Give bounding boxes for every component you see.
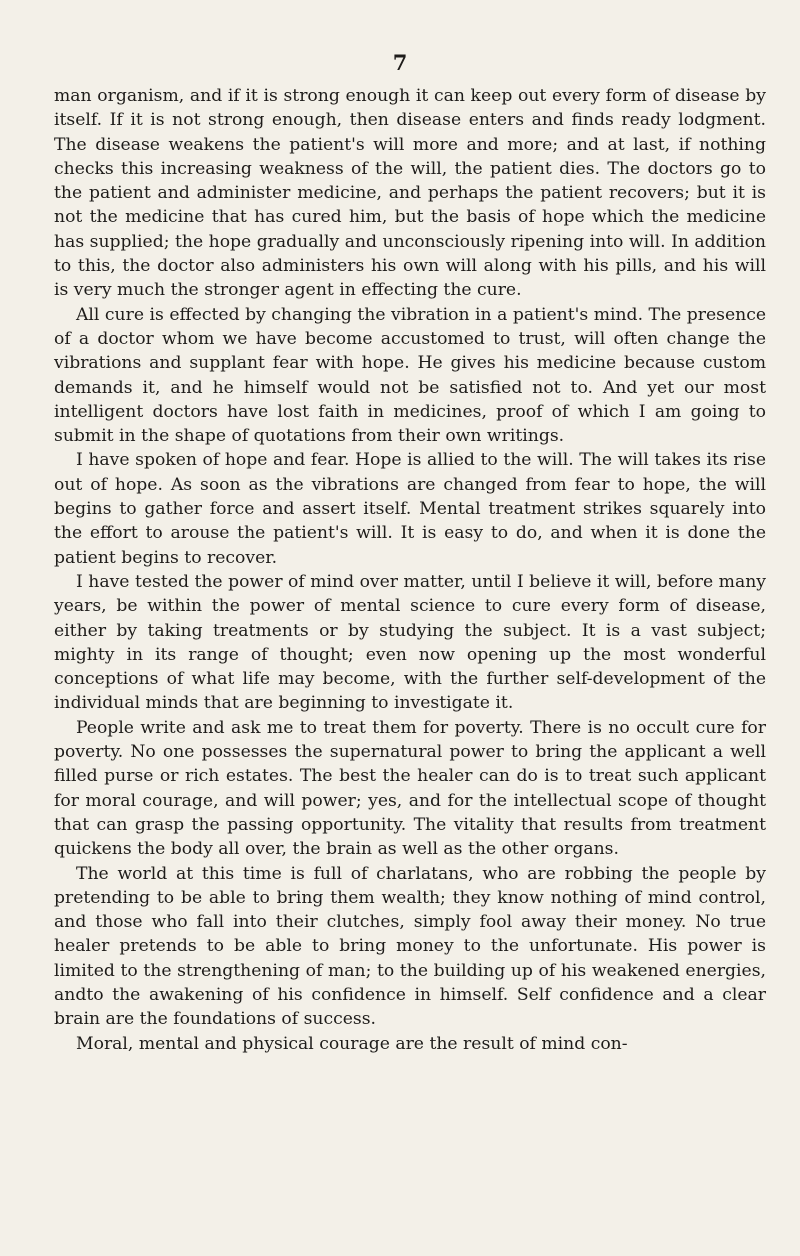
paragraph-6: The world at this time is full of charlatans, who are robbing the people by pretending to be able to bring them wealth; they know nothing of mind control, and those who fall into their clutches, simply fool away their money. No true healer pretends to be able to bring money to the unfortunate. His power is limited to the strengthening of man; to the building up of his weakened energies, andto the awakening of his confidence in himself. Self confidence and a clear brain are the foundations of success.	[54, 863, 766, 1030]
paragraph-4: I have tested the power of mind over matter, until I believe it will, before many years, be within the power of mental science to cure every form of disease, either by taking treatments or by studying the subject. It is a vast subject; mighty in its range of thought; even now opening up the most wonderful conceptions of what life may become, with the further self-development of the individual minds that are beginning to investigate it.	[54, 571, 766, 714]
page-number: 7	[392, 50, 408, 75]
page-body	[54, 84, 766, 1056]
paragraph-3: I have spoken of hope and fear. Hope is allied to the will. The will takes its rise out of hope. As soon as the vibrations are changed from fear to hope, the will begins to gather force and assert itself. Mental treatment strikes squarely into the effort to arouse the patient's will. It is easy to do, and when it is done the patient begins to recover.	[54, 450, 766, 568]
paragraph-7: Moral, mental and physical courage are the result of mind con-	[76, 1033, 628, 1054]
paragraph-2: All cure is effected by changing the vibration in a patient's mind. The presence of a doctor whom we have become accustomed to trust, will often change the vibrations and supplant fear with hope. He gives his medicine because custom demands it, and he himself would not be satisfied not to. And yet our most intelligent doctors have lost faith in medicines, proof of which I am going to submit in the shape of quotations from their own writings.	[54, 304, 766, 447]
paragraph-5: People write and ask me to treat them for poverty. There is no occult cure for poverty. No one possesses the supernatural power to bring the applicant a well filled purse or rich estates. The best the healer can do is to treat such applicant for moral courage, and will power; yes, and for the intellectual scope of thought that can grasp the passing opportunity. The vitality that results from treatment quickens the body all over, the brain as well as the other organs.	[54, 717, 766, 860]
paragraph-1: man organism, and if it is strong enough it can keep out every form of disease by itself. If it is not strong enough, then disease enters and finds ready lodgment. The disease weakens the patient's will more and more; and at last, if nothing checks this increasing weakness of the will, the patient dies. The doctors go to the patient and administer medicine, and perhaps the patient recovers; but it is not the medicine that has cured him, but the basis of hope which the medicine has supplied; the hope gradually and unconsciously ripening into will. In addition to this, the doctor also administers his own will along with his pills, and his will is very much the stronger agent in effecting the cure.	[54, 86, 766, 301]
